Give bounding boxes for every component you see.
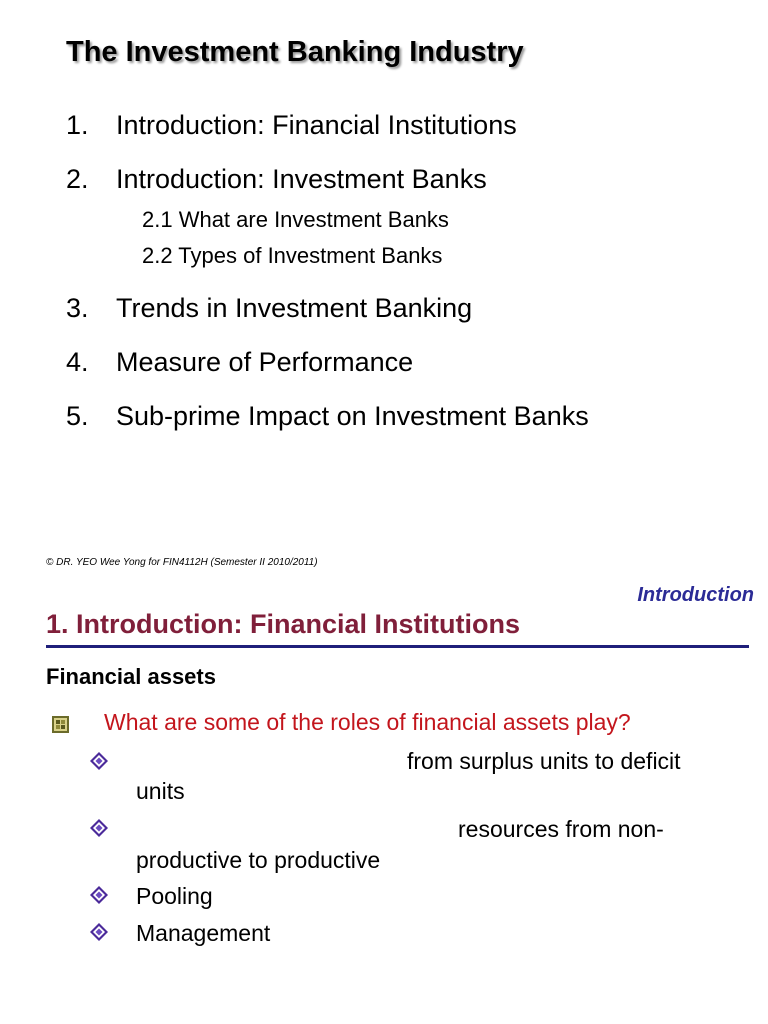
title-divider	[46, 645, 749, 648]
bullet-2-line-2: productive to productive	[136, 847, 381, 873]
toc-number: 2.	[66, 164, 89, 194]
section-title: 1. Introduction: Financial Institutions	[46, 609, 520, 639]
question-text: What are some of the roles of financial assets play?	[104, 709, 631, 735]
copyright-footer: © DR. YEO Wee Yong for FIN4112H (Semester II 2010/2011)	[46, 557, 318, 568]
diamond-bullet-icon	[89, 922, 109, 942]
toc-label: Introduction: Financial Institutions	[116, 110, 517, 140]
bullet-3-text: Pooling	[136, 883, 213, 909]
bullet-2-line-1: resources from non-	[458, 816, 664, 842]
toc-label: Introduction: Investment Banks	[116, 164, 487, 194]
toc-number: 3.	[66, 293, 89, 323]
toc-label: Sub-prime Impact on Investment Banks	[116, 401, 589, 431]
toc-item-2	[66, 164, 487, 195]
toc-item-5	[66, 401, 589, 432]
toc-number: 5.	[66, 401, 89, 431]
bullet-4-text: Management	[136, 920, 271, 946]
slide-title: The Investment Banking Industry	[66, 36, 524, 68]
toc-label: Trends in Investment Banking	[116, 293, 473, 323]
square-bullet-icon	[52, 716, 69, 733]
toc-subitem-2-2: 2.2 Types of Investment Banks	[142, 243, 443, 268]
toc-item-4	[66, 347, 413, 378]
diamond-bullet-icon	[89, 751, 109, 771]
diamond-bullet-icon	[89, 818, 109, 838]
toc-item-3	[66, 293, 472, 324]
toc-subitem-2-1: 2.1 What are Investment Banks	[142, 207, 449, 232]
diamond-bullet-icon	[89, 885, 109, 905]
toc-number: 4.	[66, 347, 89, 377]
bullet-1-line-2: units	[136, 778, 185, 804]
section-tag: Introduction	[637, 584, 754, 606]
toc-number: 1.	[66, 110, 89, 140]
toc-item-1	[66, 110, 517, 141]
subheading: Financial assets	[46, 664, 216, 689]
toc-label: Measure of Performance	[116, 347, 414, 377]
bullet-1-line-1: from surplus units to deficit	[407, 748, 681, 774]
